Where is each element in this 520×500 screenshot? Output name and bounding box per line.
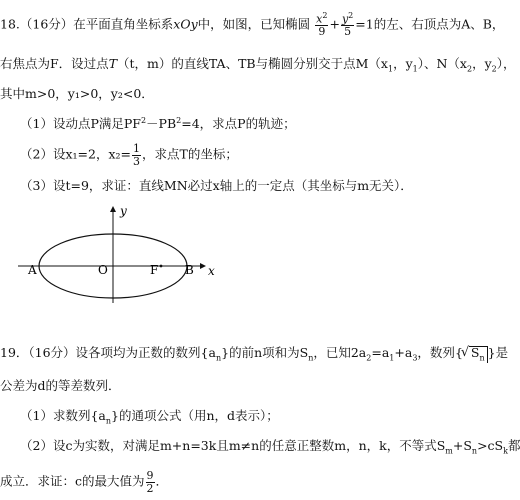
q18-intro: 18.（16分）在平面直角坐标系 (0, 16, 174, 32)
q19-part-1: （1）求数列$\{a_n\}$的通项公式（用n，d表示）； (20, 408, 279, 426)
q19-part-2: （2）设c为实数，对满足m+n=3k且m≠n的任意正整数m，n，k，不等式$S_m+S_n>cS_k$都 (20, 438, 520, 456)
coord-system-label: xOy (173, 16, 198, 32)
y-axis-arrow (110, 206, 116, 212)
q18-line-1: 18.（16分）在平面直角坐标系xOy中，如图，已知椭圆 $\frac{x^2}{9}$ + $\frac{y^2}{5}$ =1的左、右顶点为A、B， (0, 11, 505, 39)
label-y: y (120, 204, 127, 218)
q18-part-3: （3）设t=9，求证：直线MN必过x轴上的一定点（其坐标与m无关）． (20, 178, 413, 193)
label-F: F (150, 263, 159, 277)
ellipse-diagram (18, 203, 218, 303)
x-axis-arrow (200, 263, 206, 269)
q19-line-3: 成立．求证：c的最大值为 $\frac{9}{2}$ ． (0, 469, 169, 495)
label-B: B (185, 263, 194, 277)
fraction-9-2: $\frac{9}{2}$ (146, 469, 154, 495)
focus-point (160, 265, 163, 268)
label-A: A (28, 263, 37, 277)
q18-line-2: 右焦点为F．设过点T（t，m）的直线TA、TB与椭圆分别交于点$M(x_1$，$y_1$）、$N(x_2$，$y_2$）， (0, 56, 516, 74)
q18-part-2: （2）设x₁=2，x₂= $\frac{1}{3}$ ，求点T的坐标； (20, 142, 238, 168)
label-x: x (208, 264, 215, 278)
q19-line-2: 公差为d的等差数列． (0, 378, 121, 393)
q18-part-1: （1）设动点P满足$PF^2-PB^2=4$，求点P的轨迹； (20, 116, 296, 132)
sqrt-Sn: √ $S_n$ (469, 346, 488, 363)
fraction-1-3: $\frac{1}{3}$ (132, 142, 140, 168)
q19-line-1: 19．（16分）设各项均为正数的数列$\{a_n\}$的前n项和为$S_n$，已知$2a_2=a_1+a_3$，数列{√ $S_n$ }是 (0, 346, 508, 363)
q18-line-3: 其中m>0，y₁>0，y₂<0． (0, 86, 154, 101)
fraction-x2-9: $\frac{x^2}{9}$ (316, 11, 328, 39)
fraction-y2-5: $\frac{y^2}{5}$ (341, 11, 354, 39)
label-O: O (98, 263, 108, 277)
